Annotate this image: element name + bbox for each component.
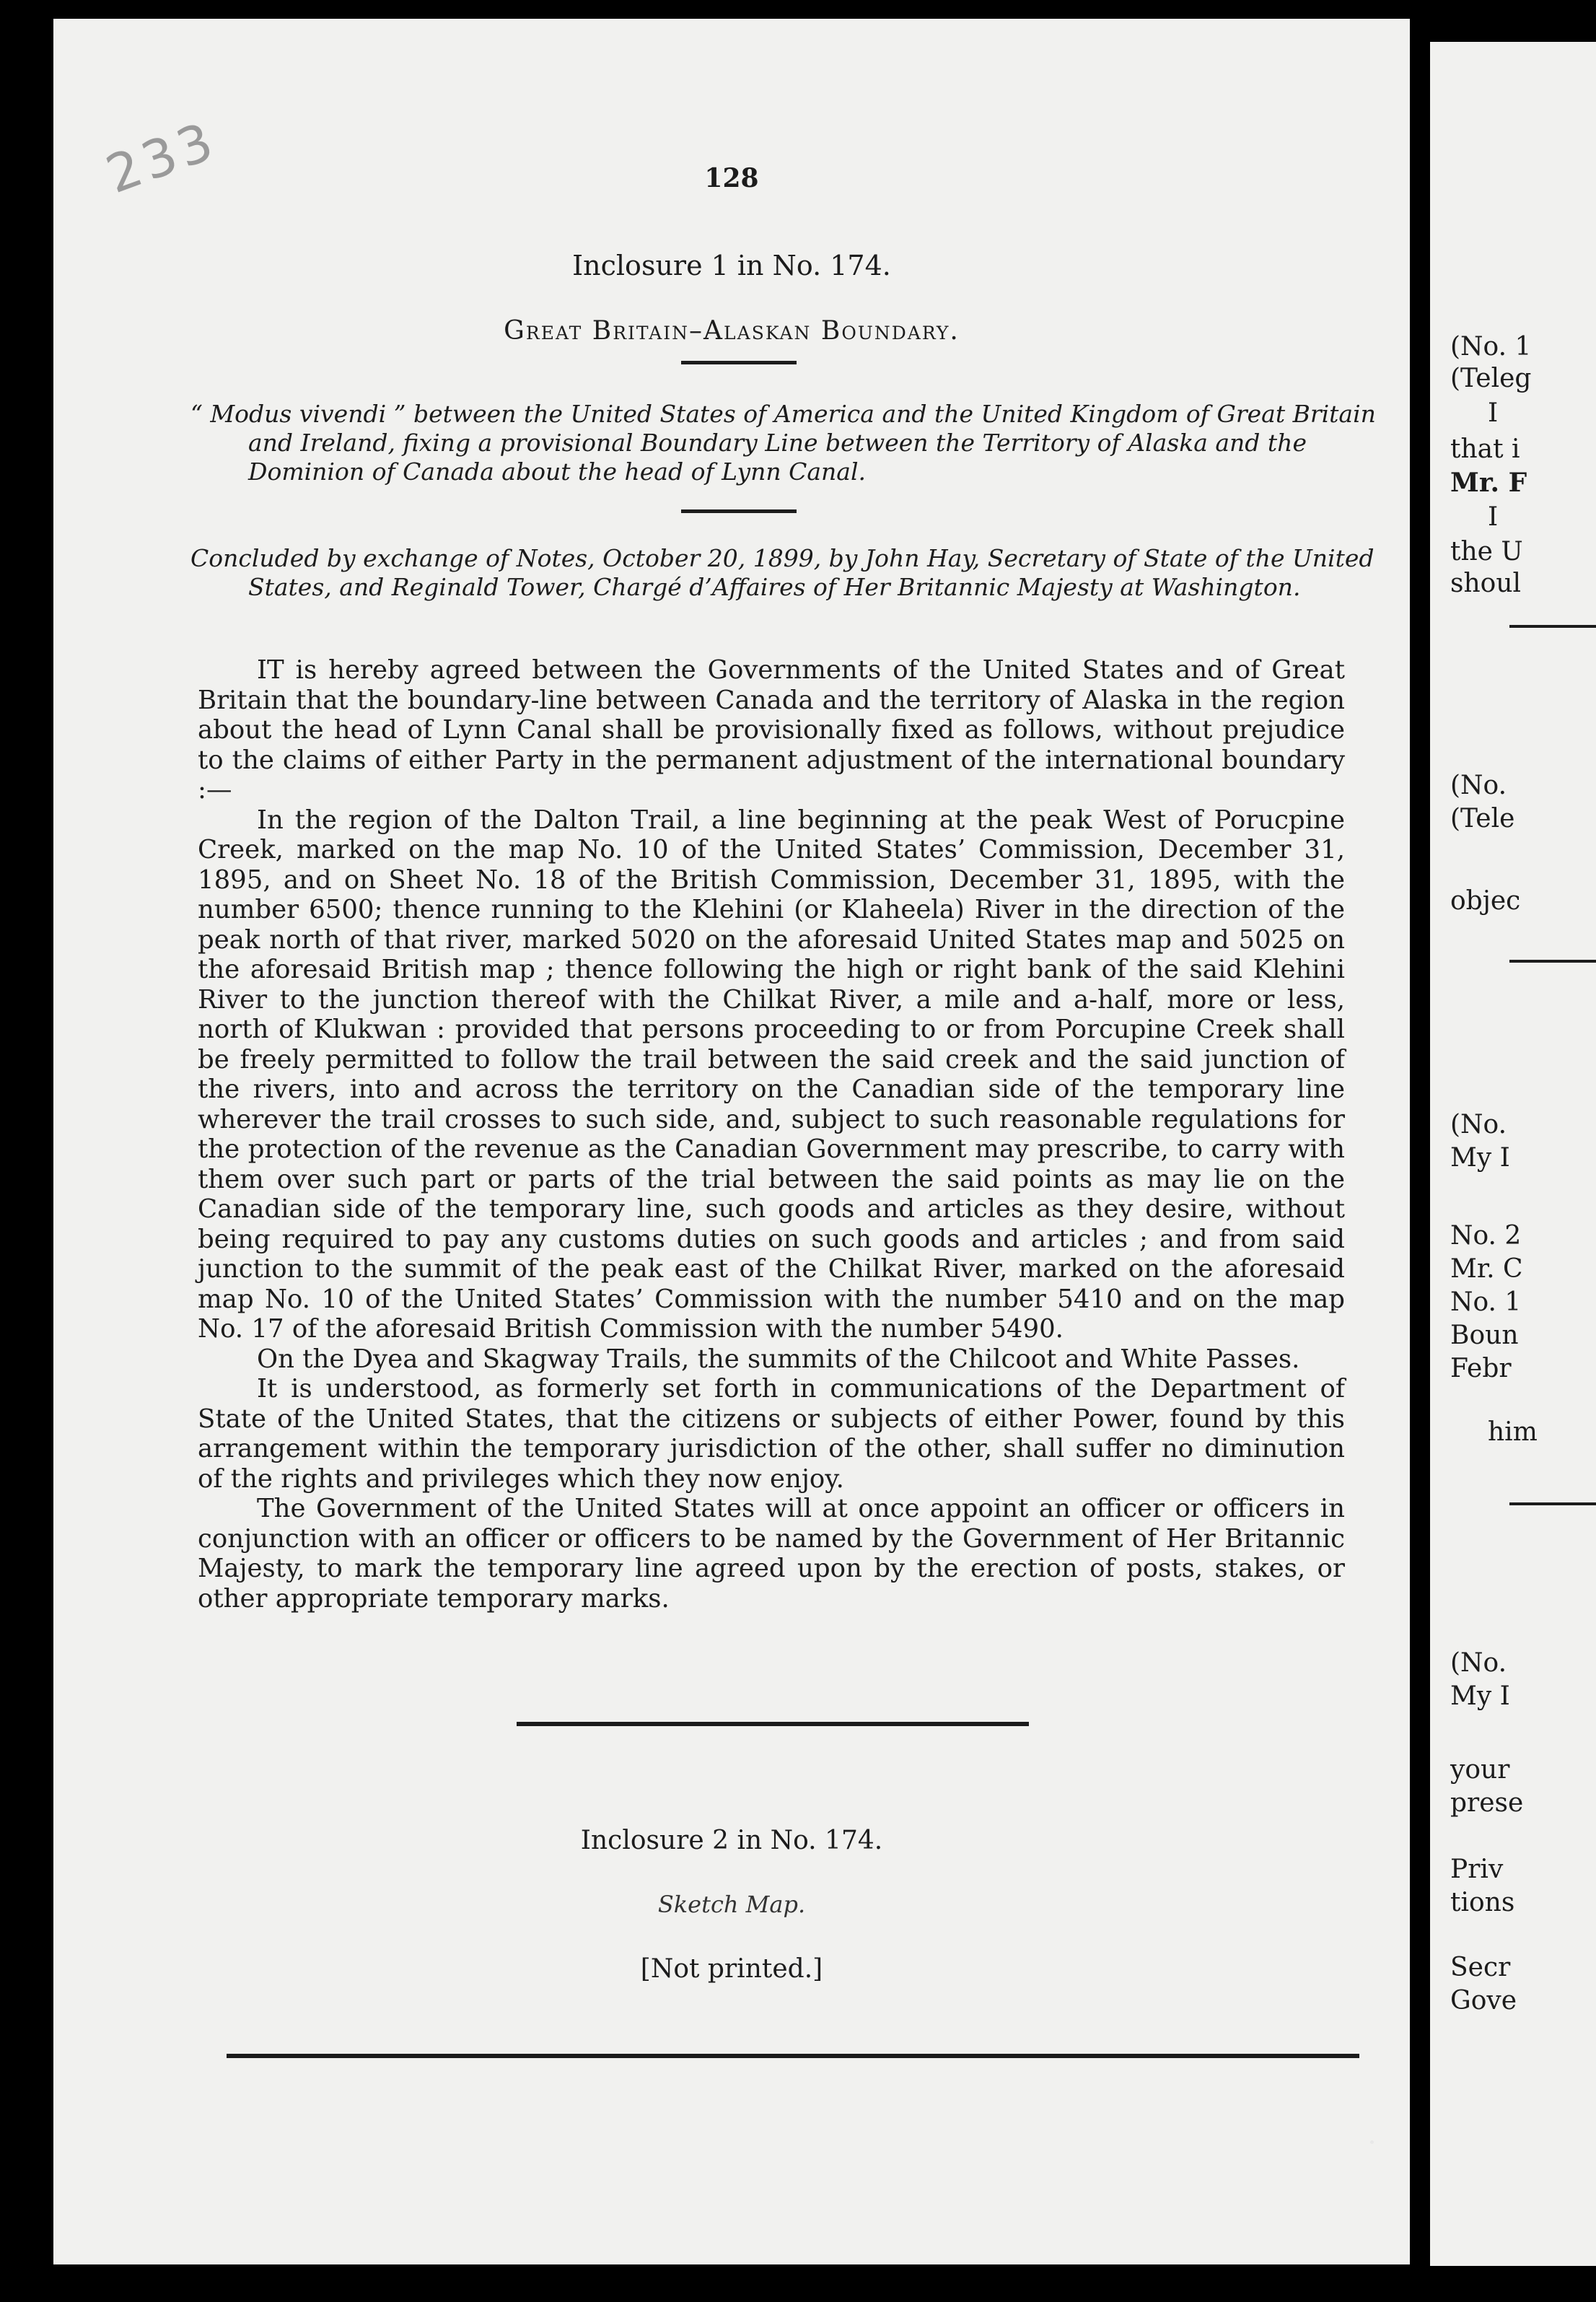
paper-speck (1370, 2140, 1374, 2144)
right-fragment-line: My I (1450, 1681, 1510, 1711)
right-fragment-line: Priv (1450, 1855, 1504, 1884)
right-fragment-line: Boun (1450, 1321, 1519, 1350)
right-fragment-line: Gove (1450, 1986, 1517, 2016)
right-fragment-line: the U (1450, 537, 1523, 566)
right-fragment-line: prese (1450, 1788, 1524, 1818)
right-fragment-line: No. 2 (1450, 1221, 1522, 1251)
page-number: 128 (704, 163, 759, 193)
paragraph-understanding: It is understood, as formerly set forth in communications of the Department of State of the United States, that the citizens or subjects of either Power, found by this arrangement within the temporary jurisdiction of the other, shall suffer no diminution of the rights and privileges which they now enjoy. (198, 1374, 1345, 1494)
right-fragment-line: tions (1450, 1888, 1515, 1917)
right-fragment-line: (No. (1450, 1648, 1507, 1678)
right-fragment-line: No. 1 (1450, 1287, 1522, 1317)
paragraph-dyea-skagway: On the Dyea and Skagway Trails, the summits of the Chilcoot and White Passes. (257, 1344, 1300, 1374)
paragraph-preamble: IT is hereby agreed between the Governments of the United States and of Great Britain that the boundary-line between Canada and the territory of Alaska in the region about the head of Lynn Canal shall be provisionally fixed as follows, without prejudice to the claims of either Party in the permanent adjustment of the international boundary :— (198, 655, 1345, 805)
handwritten-margin-note: 233 (98, 109, 225, 206)
modus-vivendi-title: “ Modus vivendi ” between the United States of America and the United Kingdom of Great Britain and Ireland, fixing a provisional Boundary Line between the Territory of Alaska and the Dominion of Canada about the head of Lynn Canal. (190, 400, 1376, 486)
right-fragment-line: your (1450, 1755, 1510, 1785)
left-page (53, 19, 1410, 2264)
section-rule (681, 509, 797, 513)
not-printed-note: [Not printed.] (640, 1954, 823, 1984)
right-section-rule (1509, 1502, 1596, 1505)
sketch-map-label: Sketch Map. (657, 1891, 806, 1918)
right-fragment-line: him (1488, 1417, 1538, 1447)
right-page-fragment (1430, 42, 1596, 2266)
right-fragment-line: shoul (1450, 569, 1522, 598)
agreement-body (198, 655, 1345, 1614)
right-fragment-line: (Tele (1450, 804, 1515, 833)
right-fragment-line: (No. (1450, 1110, 1507, 1139)
right-fragment-line: Mr. C (1450, 1254, 1523, 1284)
document-heading: Great Britain–Alaskan Boundary. (504, 316, 960, 346)
right-fragment-line: My I (1450, 1143, 1510, 1173)
paragraph-marking: The Government of the United States will at once appoint an officer or officers in conjunction with an officer or officers to be named by the Government of Her Britannic Majesty, to mark the temporary line agreed upon by the erection of posts, stakes, or other appropriate temporary marks. (198, 1494, 1345, 1614)
right-fragment-line: I (1488, 502, 1499, 532)
right-fragment-line: Mr. F (1450, 468, 1527, 498)
right-fragment-line: Secr (1450, 1953, 1511, 1982)
paragraph-dalton-trail: In the region of the Dalton Trail, a line beginning at the peak West of Porucpine Creek, marked on the map No. 10 of the United States’ Commission, December 31, 1895, and on Sheet No. 18 of the British Commission, December 31, 1895, with the number 6500; thence running to the Klehini (or Klaheela) River in the direction of the peak north of that river, marked 5020 on the aforesaid United States map and 5025 on the aforesaid British map ; thence following the high or right bank of the said Klehini River to the junction thereof with the Chilkat River, a mile and a-half, more or less, north of Klukwan : provided that persons proceeding to or from Porcupine Creek shall be freely permitted to follow the trail between the said creek and the said junction of the rivers, into and across the territory on the Canadian side of the temporary line wherever the trail crosses to such side, and, subject to such reasonable regulations for the protection of the revenue as the Canadian Government may prescribe, to carry with them over such part or parts of the trial between the said points as may lie on the Canadian side of the temporary line, such goods and articles as they desire, without being required to pay any customs duties on such goods and articles ; and from said junction to the summit of the peak east of the Chilkat River, marked on the aforesaid map No. 10 of the United States’ Commission with the number 5410 and on the map No. 17 of the aforesaid British Commission with the number 5490. (198, 805, 1345, 1344)
right-fragment-line: I (1488, 398, 1499, 428)
right-fragment-line: that i (1450, 434, 1520, 464)
inclosure-1-heading: Inclosure 1 in No. 174. (572, 250, 891, 281)
right-fragment-line: objec (1450, 886, 1521, 916)
right-section-rule (1509, 960, 1596, 963)
right-fragment-line: (Teleg (1450, 364, 1532, 393)
page-end-rule (227, 2054, 1359, 2058)
right-fragment-line: (No. (1450, 771, 1507, 800)
right-section-rule (1509, 625, 1596, 628)
section-rule (681, 361, 797, 364)
concluded-note: Concluded by exchange of Notes, October 20, 1899, by John Hay, Secretary of State of the United States, and Reginald Tower, Chargé d’Affaires of Her Britannic Majesty at Washington. (190, 544, 1374, 601)
inclosure-2-heading: Inclosure 2 in No. 174. (580, 1826, 883, 1855)
section-divider (517, 1722, 1029, 1726)
right-fragment-line: (No. 1 (1450, 332, 1532, 362)
right-fragment-line: Febr (1450, 1354, 1512, 1383)
